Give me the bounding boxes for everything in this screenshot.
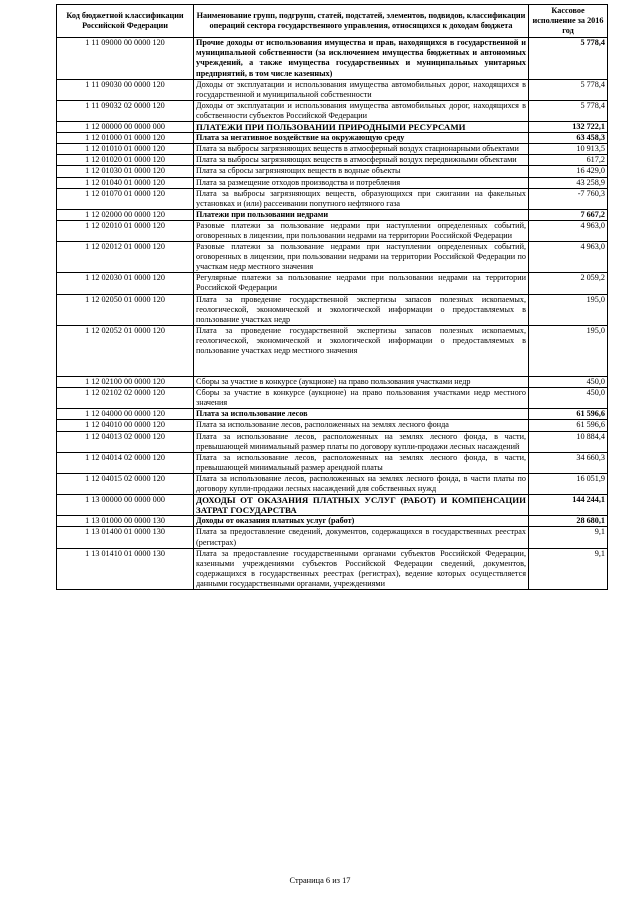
row-code: 1 13 01410 01 0000 130 bbox=[57, 548, 194, 589]
table-row bbox=[57, 294, 608, 325]
table-row bbox=[57, 495, 608, 516]
row-amount: 195,0 bbox=[529, 325, 608, 376]
row-name: Доходы от эксплуатации и использования имущества автомобильных дорог, находящихся в государственной и муниципальной собственности bbox=[194, 79, 529, 100]
table-row bbox=[57, 242, 608, 273]
row-amount: 617,2 bbox=[529, 155, 608, 166]
row-code: 1 12 04014 02 0000 120 bbox=[57, 452, 194, 473]
row-amount: 43 258,9 bbox=[529, 177, 608, 188]
row-amount: 195,0 bbox=[529, 294, 608, 325]
row-code: 1 13 00000 00 0000 000 bbox=[57, 495, 194, 516]
row-code: 1 12 01070 01 0000 120 bbox=[57, 188, 194, 209]
row-name: Плата за выбросы загрязняющих веществ в атмосферный воздух стационарными объектами bbox=[194, 144, 529, 155]
row-code: 1 12 02100 00 0000 120 bbox=[57, 377, 194, 388]
table-row bbox=[57, 100, 608, 121]
row-amount: 16 051,9 bbox=[529, 473, 608, 494]
row-amount: 4 963,0 bbox=[529, 242, 608, 273]
row-name: Плата за использование лесов, расположенных на землях лесного фонда, в части платы по договору купли-продажи лесных насаждений для собственных нужд bbox=[194, 473, 529, 494]
table-row bbox=[57, 431, 608, 452]
row-code: 1 12 02030 01 0000 120 bbox=[57, 273, 194, 294]
row-name: Плата за негативное воздействие на окружающую среду bbox=[194, 133, 529, 144]
row-name: Плата за проведение государственной экспертизы запасов полезных ископаемых, геологической, экономической и экологической информации о предоставляемых в пользование участках недр местного значения bbox=[194, 325, 529, 376]
row-code: 1 12 04013 02 0000 120 bbox=[57, 431, 194, 452]
row-name: Плата за использование лесов, расположенных на землях лесного фонда, в части, превышающей минимальный размер платы по договору купли-продажи лесных насаждений bbox=[194, 431, 529, 452]
row-code: 1 12 02000 00 0000 120 bbox=[57, 209, 194, 220]
row-code: 1 13 01400 01 0000 130 bbox=[57, 527, 194, 548]
header-code: Код бюджетной классификации Российской Федерации bbox=[57, 5, 194, 38]
row-name: Плата за размещение отходов производства и потребления bbox=[194, 177, 529, 188]
row-amount: 34 660,3 bbox=[529, 452, 608, 473]
row-name: Платежи при пользовании недрами bbox=[194, 209, 529, 220]
row-name: ПЛАТЕЖИ ПРИ ПОЛЬЗОВАНИИ ПРИРОДНЫМИ РЕСУРСАМИ bbox=[194, 122, 529, 133]
row-name: Плата за предоставление сведений, документов, содержащихся в государственных реестрах (регистрах) bbox=[194, 527, 529, 548]
table-row bbox=[57, 133, 608, 144]
revenue-table bbox=[56, 4, 608, 590]
row-code: 1 12 02102 02 0000 120 bbox=[57, 388, 194, 409]
row-code: 1 12 04010 00 0000 120 bbox=[57, 420, 194, 431]
table-row bbox=[57, 209, 608, 220]
row-name: Плата за проведение государственной экспертизы запасов полезных ископаемых, геологической, экономической и экологической информации о предоставляемых в пользование участках недр bbox=[194, 294, 529, 325]
row-name: Разовые платежи за пользование недрами при наступлении определенных событий, оговоренных в лицензии, при пользовании недрами на территории Российской Федерации bbox=[194, 220, 529, 241]
row-amount: 5 778,4 bbox=[529, 38, 608, 79]
row-amount: 16 429,0 bbox=[529, 166, 608, 177]
row-name: Доходы от оказания платных услуг (работ) bbox=[194, 516, 529, 527]
header-amount: Кассовое исполнение за 2016 год bbox=[529, 5, 608, 38]
row-code: 1 11 09032 02 0000 120 bbox=[57, 100, 194, 121]
row-code: 1 12 04015 02 0000 120 bbox=[57, 473, 194, 494]
row-name: Регулярные платежи за пользование недрами при пользовании недрами на территории Российской Федерации bbox=[194, 273, 529, 294]
row-code: 1 12 02010 01 0000 120 bbox=[57, 220, 194, 241]
row-code: 1 12 01040 01 0000 120 bbox=[57, 177, 194, 188]
table-header-row bbox=[57, 5, 608, 38]
row-amount: 61 596,6 bbox=[529, 420, 608, 431]
row-name: Плата за использование лесов, расположенных на землях лесного фонда, в части, превышающей минимальный размер арендной платы bbox=[194, 452, 529, 473]
row-name: Плата за выбросы загрязняющих веществ в атмосферный воздух передвижными объектами bbox=[194, 155, 529, 166]
row-amount: 5 778,4 bbox=[529, 100, 608, 121]
row-name: Сборы за участие в конкурсе (аукционе) на право пользования участками недр bbox=[194, 377, 529, 388]
row-name: Сборы за участие в конкурсе (аукционе) на право пользования участками недр местного значения bbox=[194, 388, 529, 409]
table-row bbox=[57, 452, 608, 473]
row-amount: 132 722,1 bbox=[529, 122, 608, 133]
row-amount: 9,1 bbox=[529, 548, 608, 589]
table-row bbox=[57, 273, 608, 294]
row-name: Плата за использование лесов, расположенных на землях лесного фонда bbox=[194, 420, 529, 431]
row-amount: 10 913,5 bbox=[529, 144, 608, 155]
table-row bbox=[57, 409, 608, 420]
page-number: Страница 6 из 17 bbox=[289, 876, 351, 885]
table-row bbox=[57, 177, 608, 188]
table-row bbox=[57, 420, 608, 431]
table-row bbox=[57, 79, 608, 100]
row-code: 1 12 01030 01 0000 120 bbox=[57, 166, 194, 177]
table-row bbox=[57, 188, 608, 209]
table-row bbox=[57, 527, 608, 548]
row-code: 1 12 04000 00 0000 120 bbox=[57, 409, 194, 420]
row-code: 1 12 01020 01 0000 120 bbox=[57, 155, 194, 166]
row-amount: 28 680,1 bbox=[529, 516, 608, 527]
table-row bbox=[57, 377, 608, 388]
row-amount: 5 778,4 bbox=[529, 79, 608, 100]
row-amount: 61 596,6 bbox=[529, 409, 608, 420]
table-row bbox=[57, 325, 608, 376]
row-code: 1 12 01010 01 0000 120 bbox=[57, 144, 194, 155]
row-amount: 9,1 bbox=[529, 527, 608, 548]
row-amount: 10 884,4 bbox=[529, 431, 608, 452]
row-name: Доходы от эксплуатации и использования имущества автомобильных дорог, находящихся в собственности субъектов Российской Федерации bbox=[194, 100, 529, 121]
table-row bbox=[57, 155, 608, 166]
row-amount: 144 244,1 bbox=[529, 495, 608, 516]
table-body bbox=[57, 38, 608, 590]
row-amount: 4 963,0 bbox=[529, 220, 608, 241]
table-row bbox=[57, 548, 608, 589]
header-name: Наименование групп, подгрупп, статей, подстатей, элементов, подвидов, классификации операций сектора государственного управления, относящихся к доходам бюджета bbox=[194, 5, 529, 38]
row-code: 1 13 01000 00 0000 130 bbox=[57, 516, 194, 527]
table-row bbox=[57, 122, 608, 133]
row-name: Прочие доходы от использования имущества и прав, находящихся в государственной и муниципальной собственности (за исключением имущества бюджетных и автономных учреждений, а также имущества государственных и муниципальных унитарных предприятий, в том числе казенных) bbox=[194, 38, 529, 79]
row-amount: -7 760,3 bbox=[529, 188, 608, 209]
row-name: Плата за выбросы загрязняющих веществ, образующихся при сжигании на факельных установках и (или) рассеивании попутного нефтяного газа bbox=[194, 188, 529, 209]
row-amount: 450,0 bbox=[529, 388, 608, 409]
row-name: Разовые платежи за пользование недрами при наступлении определенных событий, оговоренных в лицензии, при пользовании недрами на территории Российской Федерации по участкам недр местного значения bbox=[194, 242, 529, 273]
row-code: 1 12 02050 01 0000 120 bbox=[57, 294, 194, 325]
table-row bbox=[57, 388, 608, 409]
table-row bbox=[57, 144, 608, 155]
table-row bbox=[57, 38, 608, 79]
table-row bbox=[57, 516, 608, 527]
row-code: 1 11 09000 00 0000 120 bbox=[57, 38, 194, 79]
row-name: ДОХОДЫ ОТ ОКАЗАНИЯ ПЛАТНЫХ УСЛУГ (РАБОТ) И КОМПЕНСАЦИИ ЗАТРАТ ГОСУДАРСТВА bbox=[194, 495, 529, 516]
row-name: Плата за предоставление государственными органами субъектов Российской Федерации, казенными учреждениями субъектов Российской Федерации сведений, документов, содержащихся в государственных реестрах (регистрах), ведение которых осуществляется данными государственными органами, учреждениями bbox=[194, 548, 529, 589]
table-row bbox=[57, 220, 608, 241]
row-amount: 7 667,2 bbox=[529, 209, 608, 220]
row-code: 1 11 09030 00 0000 120 bbox=[57, 79, 194, 100]
row-code: 1 12 01000 01 0000 120 bbox=[57, 133, 194, 144]
table-row bbox=[57, 473, 608, 494]
row-name: Плата за сбросы загрязняющих веществ в водные объекты bbox=[194, 166, 529, 177]
row-amount: 2 059,2 bbox=[529, 273, 608, 294]
table-row bbox=[57, 166, 608, 177]
row-code: 1 12 02012 01 0000 120 bbox=[57, 242, 194, 273]
row-amount: 63 458,3 bbox=[529, 133, 608, 144]
row-amount: 450,0 bbox=[529, 377, 608, 388]
row-code: 1 12 00000 00 0000 000 bbox=[57, 122, 194, 133]
row-name: Плата за использование лесов bbox=[194, 409, 529, 420]
row-code: 1 12 02052 01 0000 120 bbox=[57, 325, 194, 376]
report-page bbox=[56, 4, 607, 590]
